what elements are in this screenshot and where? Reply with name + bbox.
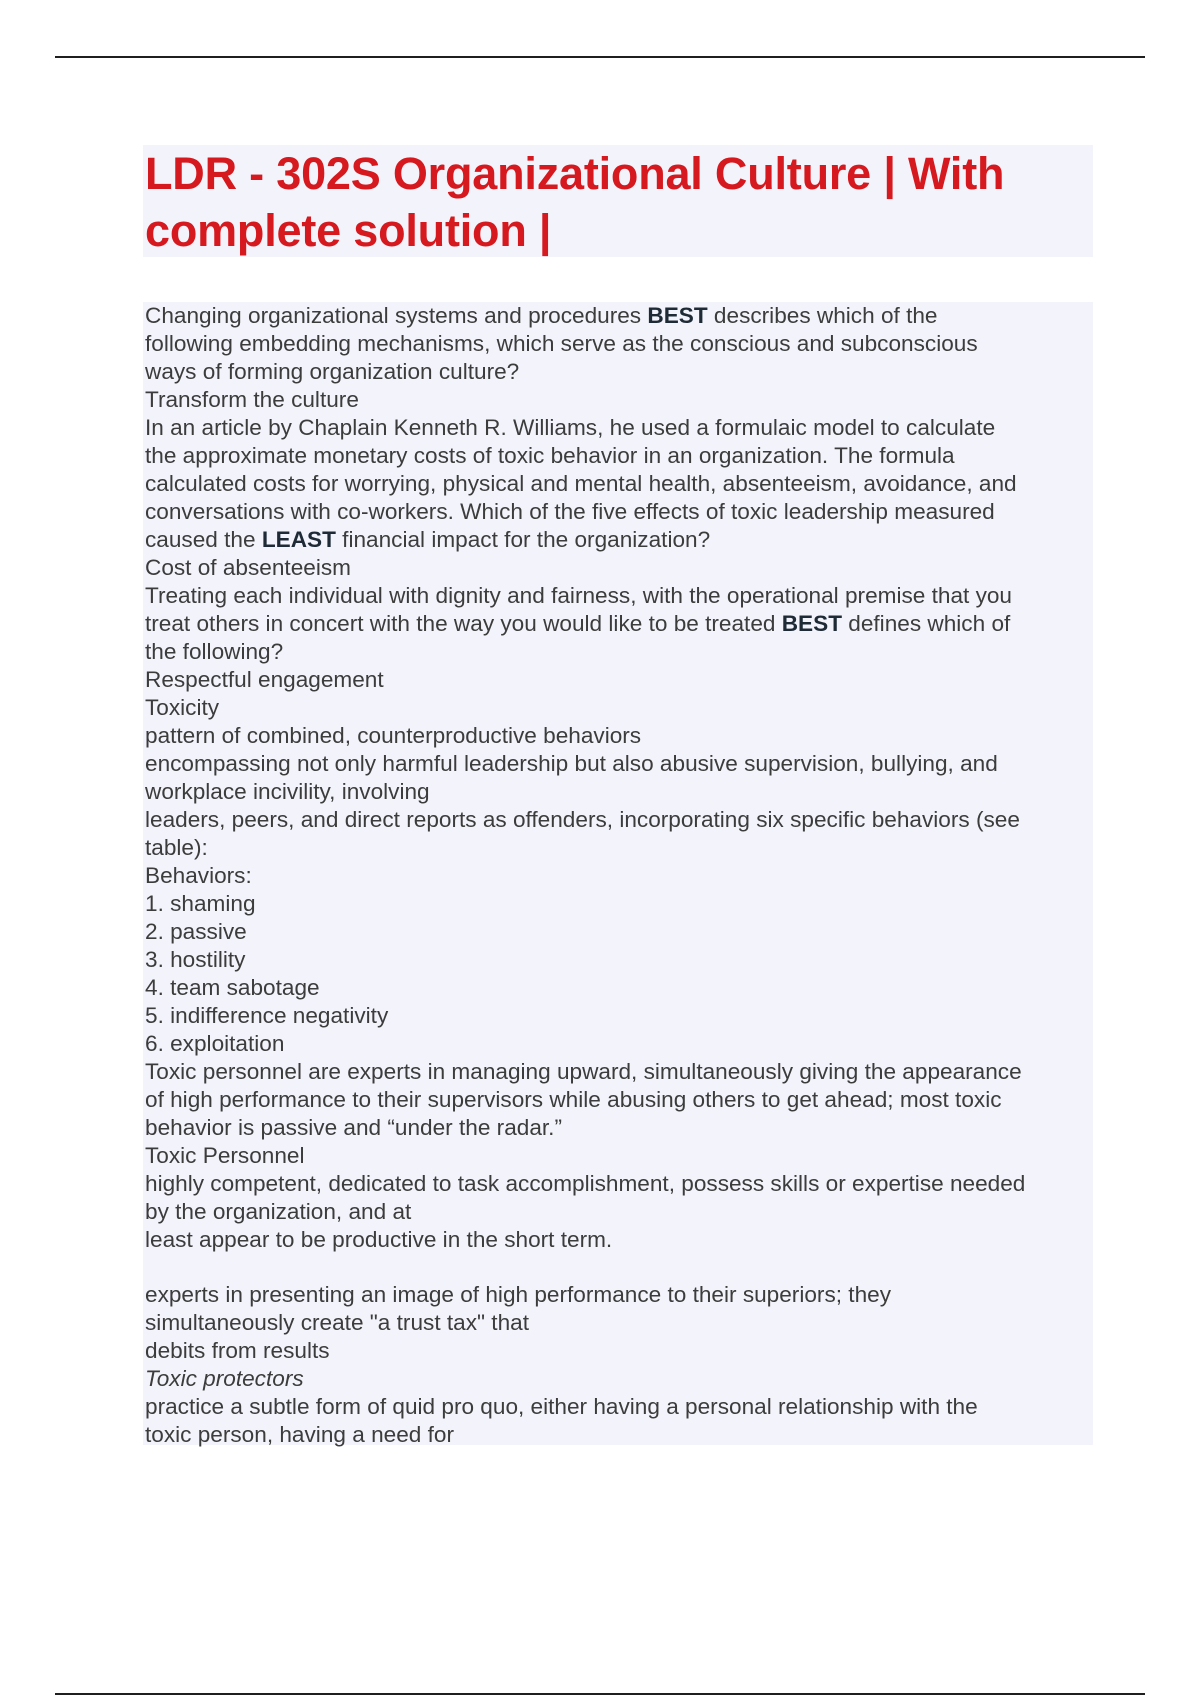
text-line: following embedding mechanisms, which serve as the conscious and subconscious [145,331,978,356]
text-line: pattern of combined, counterproductive behaviors [145,723,642,748]
text-line: highly competent, dedicated to task accomplishment, possess skills or expertise needed [145,1171,1026,1196]
list-item: 5. indifference negativity [145,1003,389,1028]
text-line: encompassing not only harmful leadership but also abusive supervision, bullying, and [145,751,998,776]
text-line: conversations with co-workers. Which of the five effects of toxic leadership measured [145,499,995,524]
text-line: least appear to be productive in the short term. [145,1227,613,1252]
term-line [145,1365,1093,1393]
text-line: practice a subtle form of quid pro quo, either having a personal relationship with the [145,1394,978,1419]
content-text [143,302,1093,1449]
text-line: the following? [145,639,284,664]
behaviors-heading: Behaviors: [145,863,252,888]
text-line: by the organization, and at [145,1199,412,1224]
text-line: workplace incivility, involving [145,779,430,804]
text-line: ways of forming organization culture? [145,359,520,384]
text-line: Changing organizational systems and procedures BEST describes which of the [145,303,938,328]
text-line: calculated costs for worrying, physical and mental health, absenteeism, avoidance, and [145,471,1017,496]
list-item: 2. passive [145,919,247,944]
emphasis: BEST [781,611,842,636]
text-line: In an article by Chaplain Kenneth R. Williams, he used a formulaic model to calculate [145,415,996,440]
text-line: of high performance to their supervisors while abusing others to get ahead; most toxic [145,1087,1002,1112]
emphasis: LEAST [261,527,336,552]
title-line: LDR - 302S Organizational Culture | With [145,148,1005,199]
list-item: 3. hostility [145,947,246,972]
answer-line: Cost of absenteeism [145,555,351,580]
italic-term: Toxic protectors [145,1366,304,1391]
text-line: behavior is passive and “under the radar.” [145,1115,562,1140]
title-block [143,145,1093,257]
text-line: leaders, peers, and direct reports as offenders, incorporating six specific behaviors (see [145,807,1020,832]
header-rule [55,56,1145,58]
answer-line: Transform the culture [145,387,359,412]
text-line: simultaneously create "a trust tax" that [145,1310,529,1335]
title-line: complete solution | [145,205,552,256]
list-item: 4. team sabotage [145,975,320,1000]
text-line: caused the LEAST financial impact for the organization? [145,527,711,552]
document-title [143,145,1093,259]
text-line: toxic person, having a need for [145,1422,454,1447]
text-line: the approximate monetary costs of toxic behavior in an organization. The formula [145,443,955,468]
footer-rule [55,1693,1145,1695]
emphasis: BEST [647,303,708,328]
content-block [143,302,1093,1445]
text-line: experts in presenting an image of high performance to their superiors; they [145,1282,892,1307]
term-line: Toxicity [145,695,220,720]
term-line: Toxic Personnel [145,1143,305,1168]
text-line: Treating each individual with dignity and fairness, with the operational premise that you [145,583,1013,608]
text-line: Toxic personnel are experts in managing upward, simultaneously giving the appearance [145,1059,1022,1084]
text-line: debits from results [145,1338,330,1363]
list-item: 6. exploitation [145,1031,285,1056]
spacer [145,1254,1093,1281]
list-item: 1. shaming [145,891,256,916]
text-line: table): [145,835,208,860]
text-line: treat others in concert with the way you would like to be treated BEST defines which of [145,611,1011,636]
answer-line: Respectful engagement [145,667,384,692]
